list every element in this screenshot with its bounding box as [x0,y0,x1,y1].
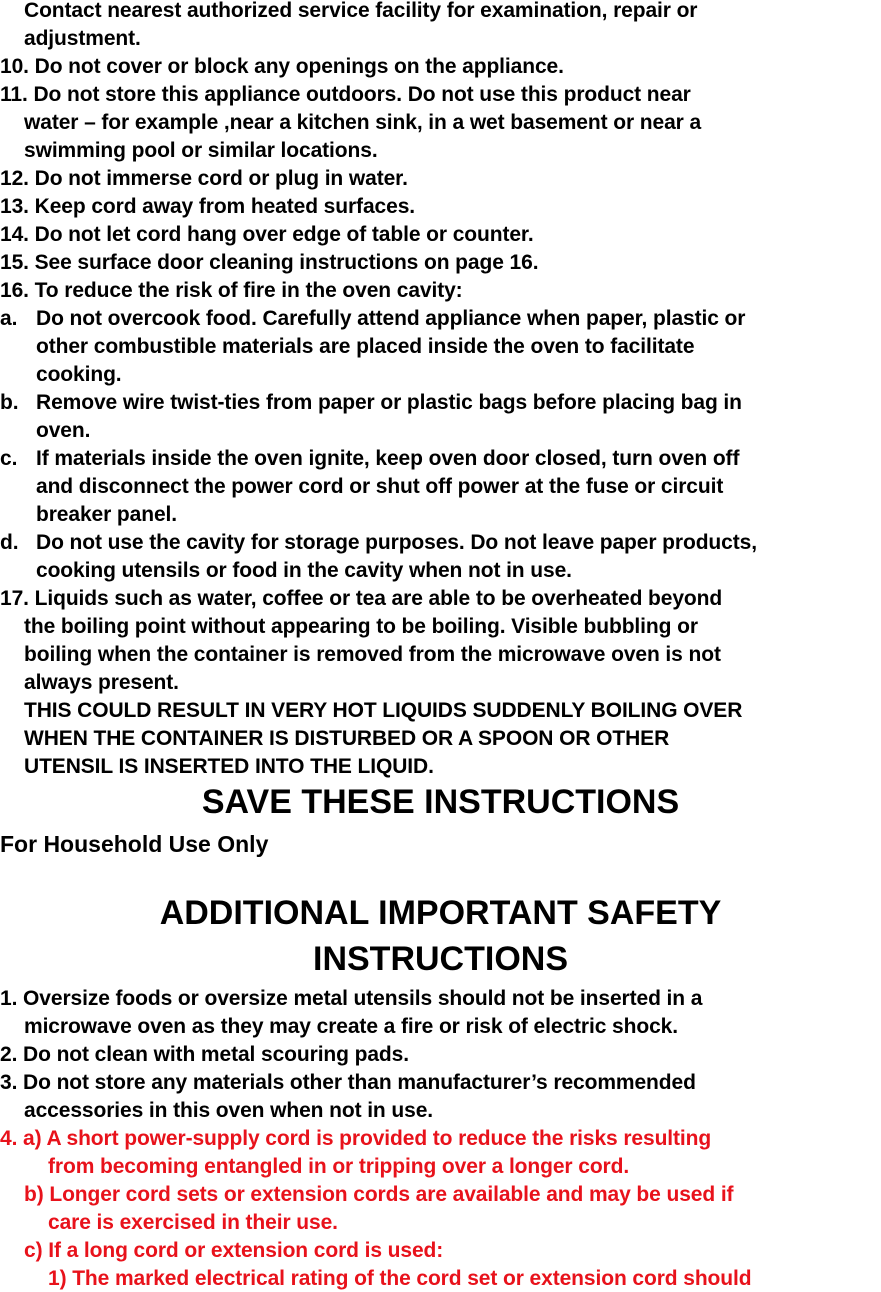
household-use-note: For Household Use Only [0,831,269,857]
list-item-17-line2: the boiling point without appearing to be boiling. Visible bubbling or [24,615,698,638]
list-item-12: 12. Do not immerse cord or plug in water. [0,167,408,190]
additional-item-4c: c) If a long cord or extension cord is used: [24,1239,444,1262]
additional-safety-heading-line2: INSTRUCTIONS [313,940,568,978]
item9-continuation-line1: Contact nearest authorized service facility for examination, repair or [24,0,698,22]
list-item-11-line2: water – for example ,near a kitchen sink, in a wet basement or near a [24,111,702,134]
item9-continuation-line2: adjustment. [24,27,141,50]
sub-item-a-line3: cooking. [36,363,122,386]
additional-item-1-line2: microwave oven as they may create a fire or risk of electric shock. [24,1015,678,1038]
additional-item-4b-line2: care is exercised in their use. [48,1211,338,1234]
sub-item-d-line2: cooking utensils or food in the cavity when not in use. [36,559,572,582]
list-item-13: 13. Keep cord away from heated surfaces. [0,195,416,218]
sub-item-a-line1: Do not overcook food. Carefully attend appliance when paper, plastic or [36,307,746,330]
warning-line1: THIS COULD RESULT IN VERY HOT LIQUIDS SUDDENLY BOILING OVER [24,699,743,722]
additional-item-2: 2. Do not clean with metal scouring pads. [0,1043,409,1066]
sub-item-a-line2: other combustible materials are placed inside the oven to facilitate [36,335,695,358]
list-item-11-line3: swimming pool or similar locations. [24,139,378,162]
sub-item-a-marker: a. [0,307,18,330]
additional-item-1-line1: 1. Oversize foods or oversize metal utensils should not be inserted in a [0,987,703,1010]
list-item-16: 16. To reduce the risk of fire in the oven cavity: [0,279,463,302]
warning-line3: UTENSIL IS INSERTED INTO THE LIQUID. [24,755,434,778]
list-item-15: 15. See surface door cleaning instructions on page 16. [0,251,539,274]
list-item-11-line1: 11. Do not store this appliance outdoors. Do not use this product near [0,83,691,106]
sub-item-b-marker: b. [0,391,19,414]
list-item-17-line4: always present. [24,671,179,694]
additional-item-4a-line1: 4. a) A short power-supply cord is provided to reduce the risks resulting [0,1127,712,1150]
additional-item-4c1: 1) The marked electrical rating of the cord set or extension cord should [48,1267,752,1290]
sub-item-d-marker: d. [0,531,19,554]
list-item-10: 10. Do not cover or block any openings on the appliance. [0,55,564,78]
additional-item-4b-line1: b) Longer cord sets or extension cords are available and may be used if [24,1183,734,1206]
warning-line2: WHEN THE CONTAINER IS DISTURBED OR A SPOON OR OTHER [24,727,670,750]
save-instructions-heading: SAVE THESE INSTRUCTIONS [201,783,680,821]
sub-item-c-line3: breaker panel. [36,503,178,526]
list-item-14: 14. Do not let cord hang over edge of table or counter. [0,223,534,246]
list-item-17-line1: 17. Liquids such as water, coffee or tea are able to be overheated beyond [0,587,723,610]
sub-item-b-line2: oven. [36,419,91,442]
sub-item-c-line1: If materials inside the oven ignite, keep oven door closed, turn oven off [36,447,740,470]
additional-item-3-line1: 3. Do not store any materials other than manufacturer’s recommended [0,1071,696,1094]
list-item-17-line3: boiling when the container is removed from the microwave oven is not [24,643,721,666]
sub-item-b-line1: Remove wire twist-ties from paper or plastic bags before placing bag in [36,391,742,414]
sub-item-c-line2: and disconnect the power cord or shut off power at the fuse or circuit [36,475,724,498]
additional-safety-heading-line1: ADDITIONAL IMPORTANT SAFETY [159,894,722,932]
additional-item-4a-line2: from becoming entangled in or tripping over a longer cord. [48,1155,630,1178]
sub-item-c-marker: c. [0,447,18,470]
sub-item-d-line1: Do not use the cavity for storage purposes. Do not leave paper products, [36,531,757,554]
additional-item-3-line2: accessories in this oven when not in use. [24,1099,434,1122]
